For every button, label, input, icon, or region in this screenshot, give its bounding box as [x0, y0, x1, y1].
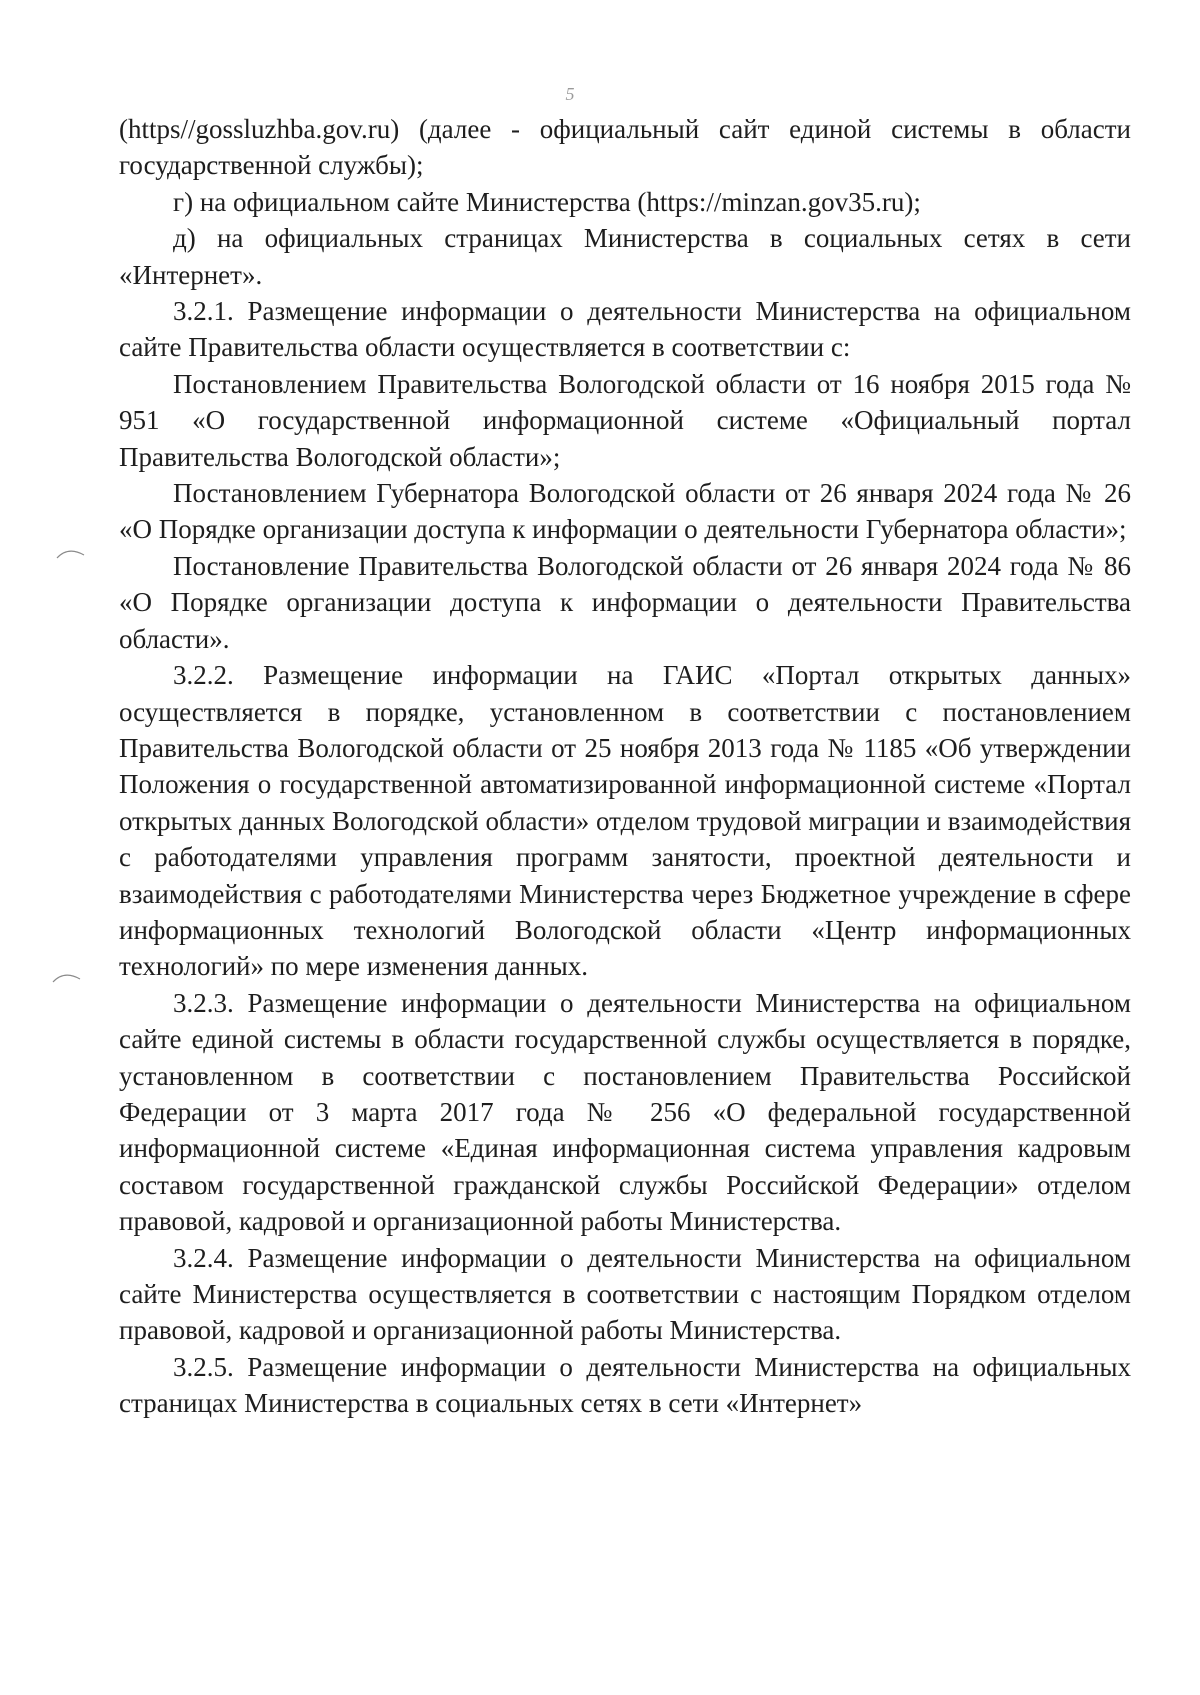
paragraph-3-2-2: 3.2.2. Размещение информации на ГАИС «Портал открытых данных» осуществляется в порядке, установленном в соответствии с постановлением Правительства Вологодской области от 25 ноября 2013 года № 1185 «Об утверждении Положения о государственной автоматизированной информационной системе «Портал открытых данных Вологодской области» отделом трудовой миграции и взаимодействия с работодателями управления программ занятости, проектной деятельности и взаимодействия с работодателями Министерства через Бюджетное учреждение в сфере информационных технологий Вологодской области «Центр информационных технологий» по мере изменения данных. [119, 660, 1131, 982]
scan-artifact-mark [56, 546, 86, 560]
paragraph-3-2-3: 3.2.3. Размещение информации о деятельности Министерства на официальном сайте единой системы в области государственной службы осуществляется в порядке, установленном в соответствии с постановлением Правительства Российской Федерации от 3 марта 2017 года № 256 «О федеральной государственной информационной системе «Единая информационная система управления кадровым составом государственной гражданской службы Российской Федерации» отделом правовой, кадровой и организационной работы Министерства. [119, 987, 1131, 1237]
paragraph-resolution-951: Постановлением Правительства Вологодской области от 16 ноября 2015 года № 951 «О государственной информационной системе «Официальный портал Правительства Вологодской области»; [119, 368, 1131, 472]
paragraph-ministry-site: г) на официальном сайте Министерства (https://minzan.gov35.ru); [173, 186, 921, 217]
paragraph-resolution-86: Постановление Правительства Вологодской области от 26 января 2024 года № 86 «О Порядке организации доступа к информации о деятельности Правительства области». [119, 550, 1131, 654]
document-body [119, 111, 1131, 1422]
paragraph-3-2-4: 3.2.4. Размещение информации о деятельности Министерства на официальном сайте Министерства осуществляется в соответствии с настоящим Порядком отделом правовой, кадровой и организационной работы Министерства. [119, 1242, 1131, 1346]
paragraph-resolution-governor-26: Постановлением Губернатора Вологодской области от 26 января 2024 года № 26 «О Порядке организации доступа к информации о деятельности Губернатора области»; [119, 478, 1131, 545]
paragraph-3-2-1: 3.2.1. Размещение информации о деятельности Министерства на официальном сайте Правительства области осуществляется в соответствии с: [119, 296, 1131, 363]
paragraph-social-networks: д) на официальных страницах Министерства в социальных сетях в сети «Интернет». [119, 223, 1131, 290]
scan-artifact-mark [52, 970, 82, 984]
page-number: 5 [565, 84, 575, 104]
paragraph-3-2-5: 3.2.5. Размещение информации о деятельности Министерства на официальных страницах Министерства в социальных сетях в сети «Интернет» [119, 1351, 1131, 1419]
paragraph-gossluzhba-url: (https//gossluzhba.gov.ru) (далее - официальный сайт единой системы в области государственной службы); [119, 114, 1131, 181]
